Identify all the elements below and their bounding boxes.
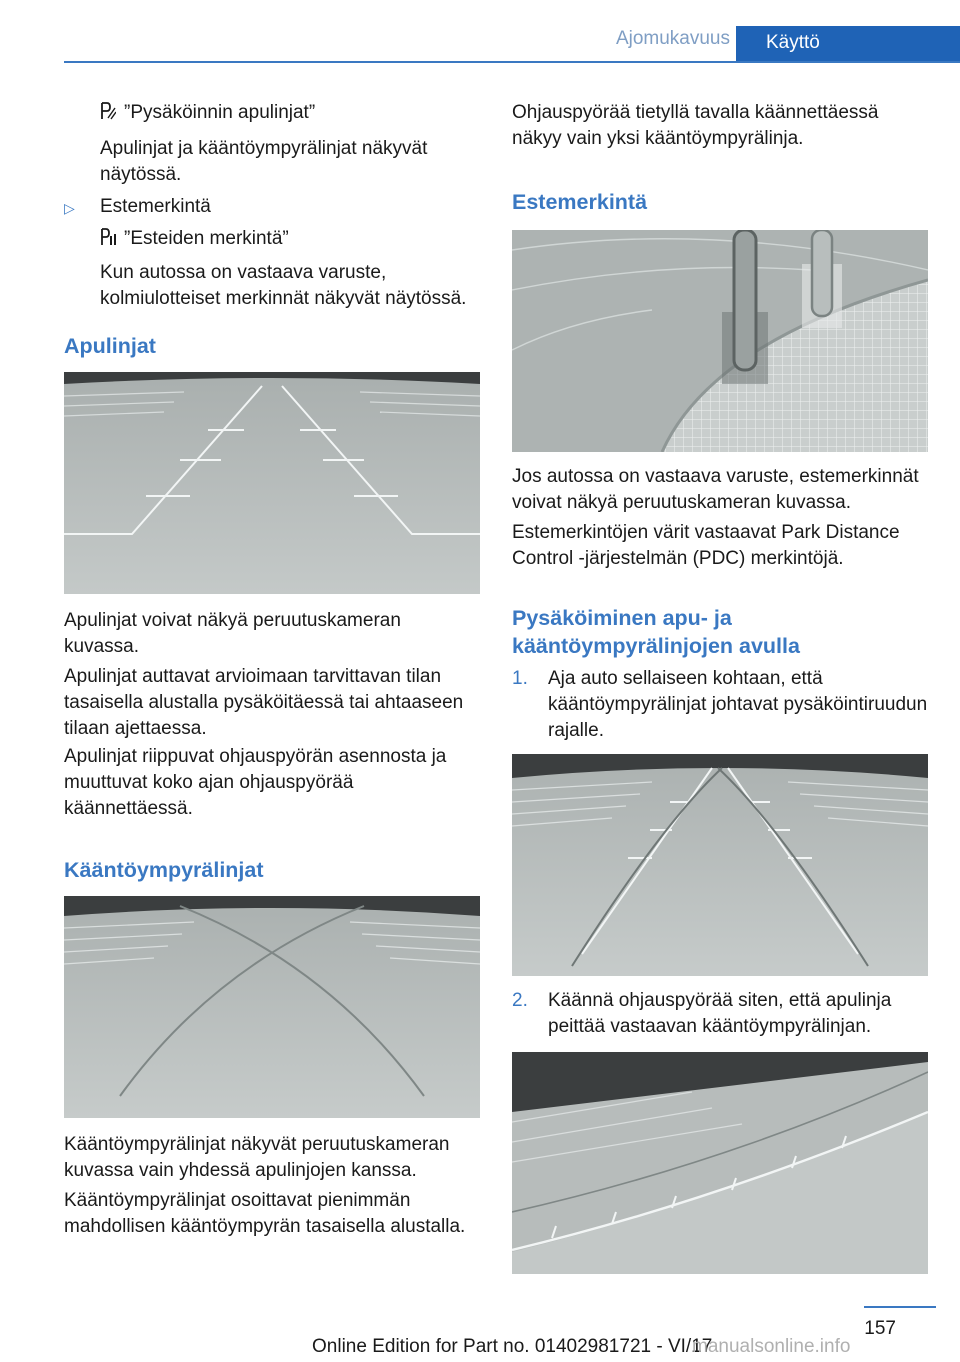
page-number: 157 xyxy=(864,1318,896,1339)
bullet-triangle-icon: ▷ xyxy=(64,200,75,216)
right-intro: Ohjauspyörää tietyllä tavalla käännettäessä näkyy vain yksi kääntöympyrälinja. xyxy=(512,102,879,149)
estemerkinta-heading: Estemerkintä xyxy=(512,190,648,214)
chapter-tab xyxy=(736,26,960,63)
step2-text: Käännä ohjauspyörää siten, että apulinja peittää vastaavan kääntöympyrälinjan. xyxy=(548,990,892,1037)
apulinjat-p2: Apulinjat auttavat arvioimaan tarvittavan tilan tasaisella alustalla pysäköitäessä tai ahtaaseen tilaan ajettaessa. xyxy=(64,666,464,739)
edition-text: Online Edition for Part no. 01402981721 - VI/17 xyxy=(312,1336,713,1357)
step1-text: Aja auto sellaiseen kohtaan, että kääntöympyrälinjat johtavat pysäköintiruudun rajalle. xyxy=(548,668,928,741)
kaanto-heading: Kääntöympyrälinjat xyxy=(64,858,264,882)
obstacle-bullet: Estemerkintä xyxy=(100,196,211,217)
parking-icon-line xyxy=(100,100,315,126)
obstacle-marking-icon xyxy=(100,228,116,246)
obstacle-icon-line xyxy=(100,226,289,252)
turning-lines-figure xyxy=(64,896,480,1118)
step2-figure xyxy=(512,1052,928,1274)
pysakointi-heading: Pysäköiminen apu- ja kääntöympyrälinjojen avulla xyxy=(512,606,800,658)
section-tab: Ajomukavuus xyxy=(615,28,730,49)
apulinjat-p1: Apulinjat voivat näkyä peruutuskameran kuvassa. xyxy=(64,610,401,657)
kaanto-p2: Kääntöympyrälinjat osoittavat pienimmän mahdollisen kääntöympyrän tasaisella alustalla. xyxy=(64,1190,466,1237)
kaanto-p1: Kääntöympyrälinjat näkyvät peruutuskameran kuvassa vain yhdessä apulinjojen kanssa. xyxy=(64,1134,450,1181)
estemerkinta-p2: Estemerkintöjen värit vastaavat Park Distance Control -järjestelmän (PDC) merkintöjä. xyxy=(512,522,900,569)
apulinjat-p3: Apulinjat riippuvat ohjauspyörän asennosta ja muuttuvat koko ajan ohjauspyörää käännettäessä. xyxy=(64,746,447,819)
obstacle-icon-label: ”Esteiden merkintä” xyxy=(124,228,289,249)
obstacle-desc: Kun autossa on vastaava varuste, kolmiulotteiset merkinnät näkyvät näytössä. xyxy=(100,262,467,309)
page-header xyxy=(64,26,960,62)
footer-rule xyxy=(864,1306,936,1308)
step2-number: 2. xyxy=(512,990,528,1011)
obstacle-marking-figure xyxy=(512,230,928,452)
chapter-tab-label: Käyttö xyxy=(766,32,820,53)
step1-figure xyxy=(512,754,928,976)
apulinjat-heading: Apulinjat xyxy=(64,334,156,358)
parking-assist-icon xyxy=(100,102,116,120)
estemerkinta-p1: Jos autossa on vastaava varuste, estemerkinnät voivat näkyä peruutuskameran kuvassa. xyxy=(512,466,919,513)
parking-desc: Apulinjat ja kääntöympyrälinjat näkyvät näytössä. xyxy=(100,138,428,185)
watermark-text: manualsonline.info xyxy=(692,1336,851,1357)
header-rule xyxy=(64,61,960,63)
guide-lines-figure xyxy=(64,372,480,594)
parking-icon-label: ”Pysäköinnin apulinjat” xyxy=(124,102,316,123)
step1-number: 1. xyxy=(512,668,528,689)
